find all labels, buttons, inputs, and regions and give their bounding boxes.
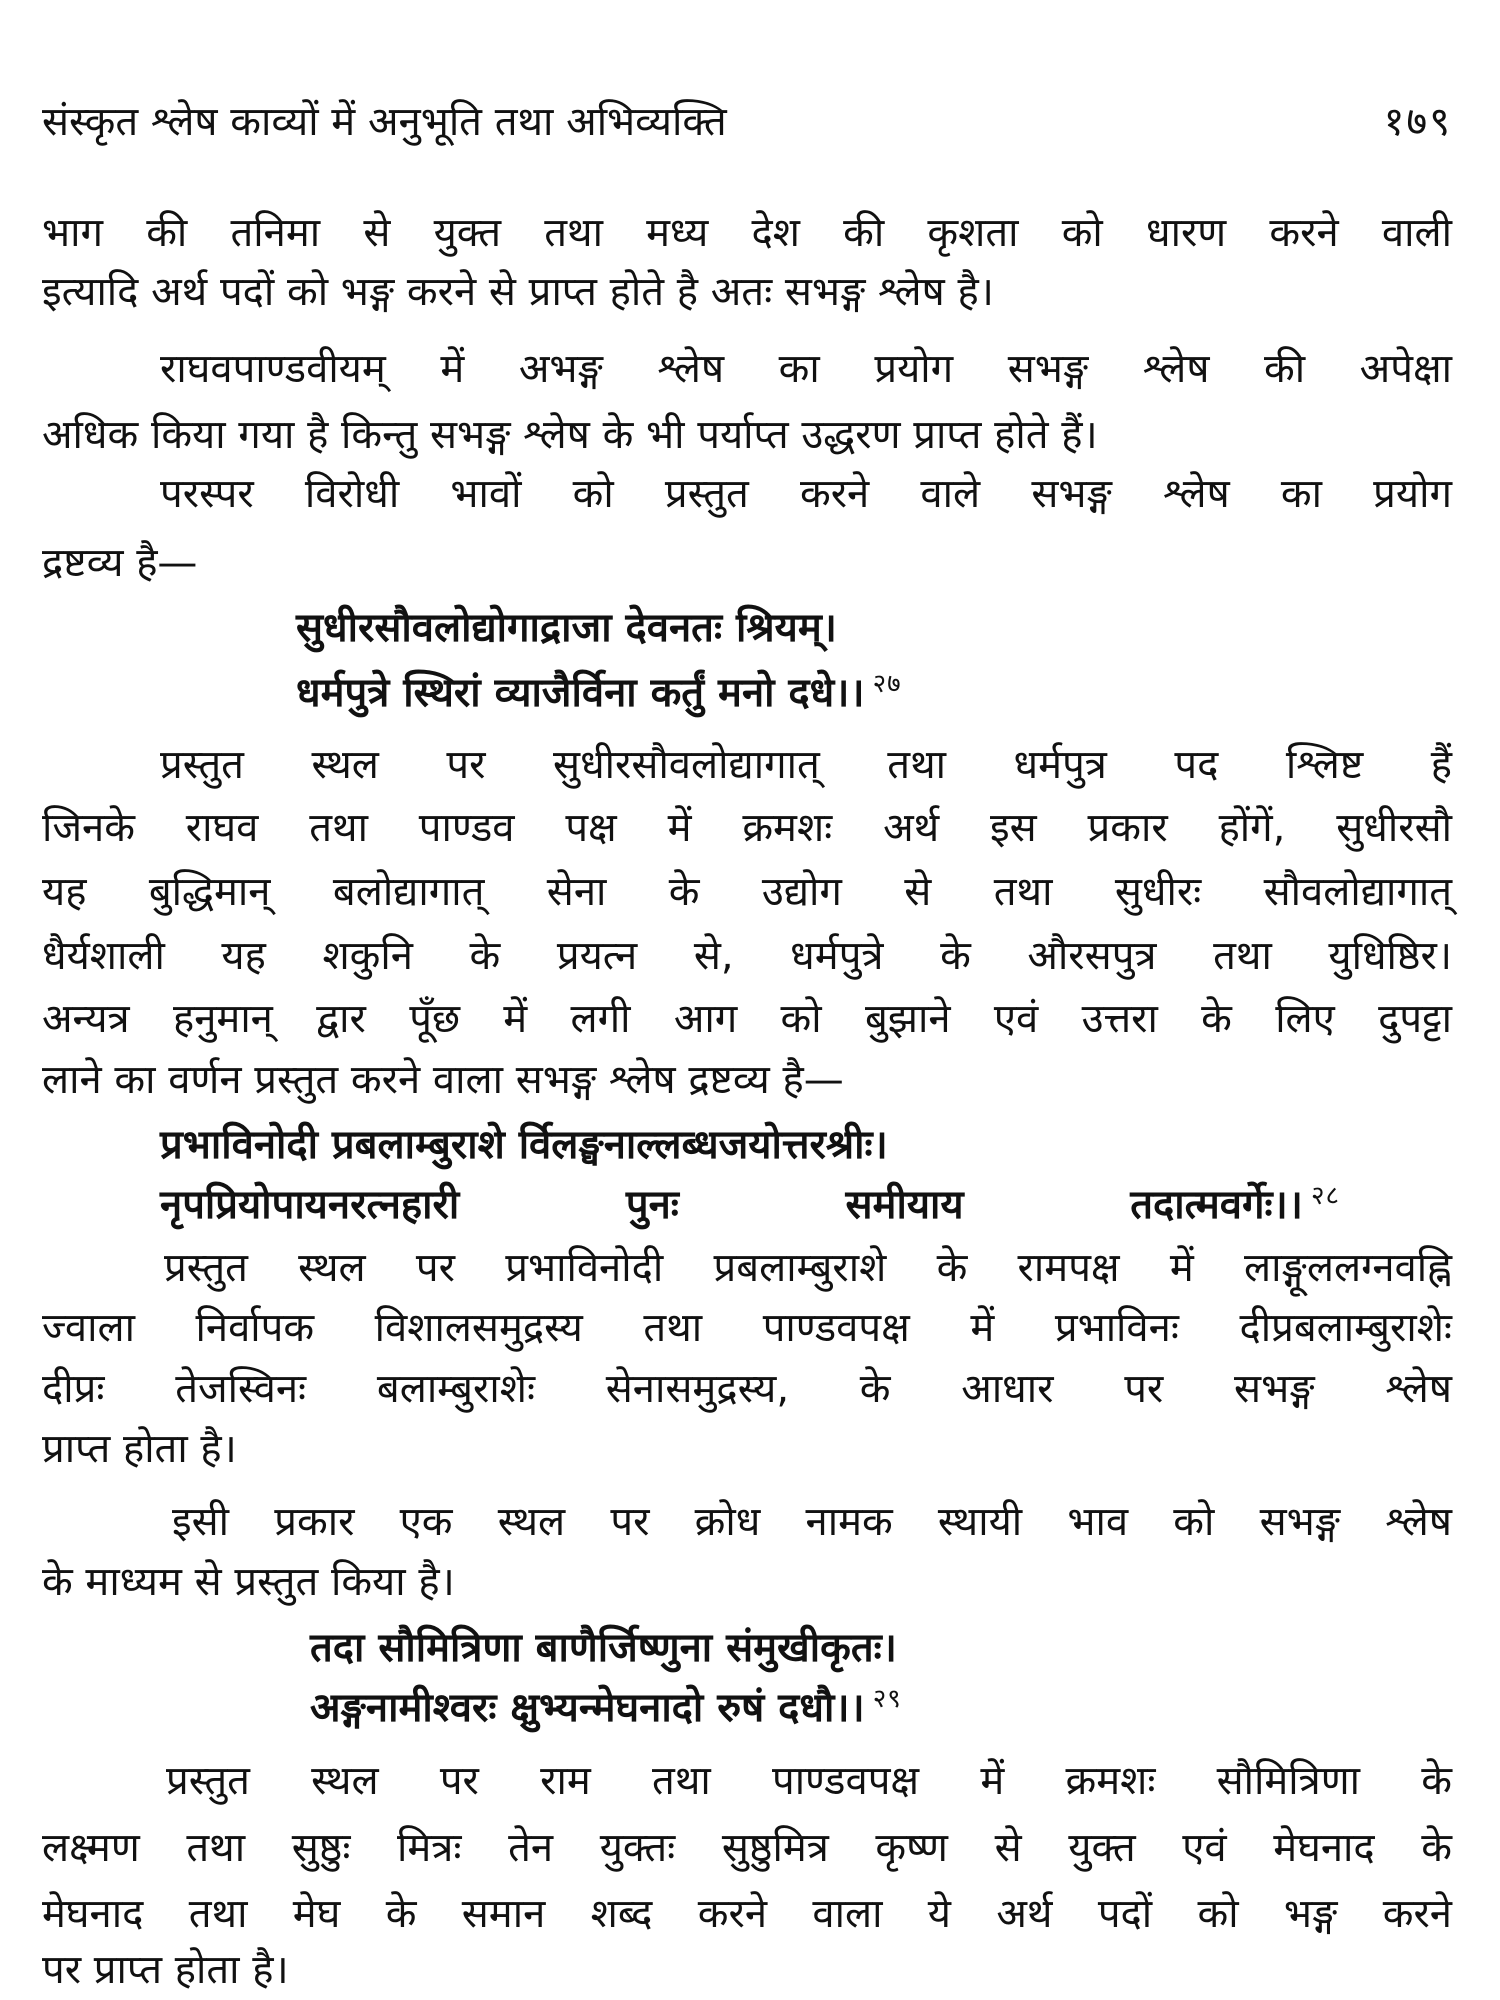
paragraph-line: ज्वाला निर्वापक विशालसमुद्रस्य तथा पाण्डवपक्ष में प्रभाविनः दीप्रबलाम्बुराशेः bbox=[42, 1305, 1452, 1351]
page-number: १७९ bbox=[1383, 99, 1452, 145]
verse-28-line-2 bbox=[160, 1175, 1340, 1235]
footnote-ref-28: २८ bbox=[1310, 1180, 1340, 1211]
footnote-ref-29: २९ bbox=[872, 1683, 902, 1714]
paragraph-line: लाने का वर्णन प्रस्तुत करने वाला सभङ्ग श्लेष द्रष्टव्य है— bbox=[42, 1057, 844, 1103]
paragraph-line: भाग की तनिमा से युक्त तथा मध्य देश की कृशता को धारण करने वाली bbox=[42, 210, 1452, 256]
verse-28-word bbox=[1130, 1175, 1340, 1235]
paragraph-line: प्रस्तुत स्थल पर प्रभाविनोदी प्रबलाम्बुराशे के रामपक्ष में लाङ्गूललग्नवह्नि bbox=[164, 1245, 1452, 1291]
paragraph-line: अधिक किया गया है किन्तु सभङ्ग श्लेष के भी पर्याप्त उद्धरण प्राप्त होते हैं। bbox=[42, 412, 1098, 458]
paragraph-line: मेघनाद तथा मेघ के समान शब्द करने वाला ये अर्थ पदों को भङ्ग करने bbox=[42, 1891, 1452, 1937]
paragraph-line: राघवपाण्डवीयम् में अभङ्ग श्लेष का प्रयोग सभङ्ग श्लेष की अपेक्षा bbox=[160, 346, 1452, 392]
verse-28-text-end: तदात्मवर्गेः।। bbox=[1130, 1182, 1303, 1228]
page-header bbox=[42, 92, 1452, 152]
paragraph-line: इत्यादि अर्थ पदों को भङ्ग करने से प्राप्त होते है अतः सभङ्ग श्लेष है। bbox=[42, 269, 994, 315]
verse-28-line-1: प्रभाविनोदी प्रबलाम्बुराशे र्विलङ्घनाल्लब्धजयोत्तरश्रीः। bbox=[160, 1122, 888, 1168]
verse-28-word: पुनः bbox=[625, 1182, 679, 1228]
verse-28-word: समीयाय bbox=[845, 1182, 964, 1228]
verse-29-line-2 bbox=[310, 1678, 902, 1738]
paragraph-line: प्रस्तुत स्थल पर राम तथा पाण्डवपक्ष में क्रमशः सौमित्रिणा के bbox=[166, 1758, 1452, 1804]
paragraph-line: पर प्राप्त होता है। bbox=[42, 1947, 289, 1993]
verse-29-line-1: तदा सौमित्रिणा बाणैर्जिष्णुना संमुखीकृतः। bbox=[310, 1625, 897, 1671]
paragraph-line: प्रस्तुत स्थल पर सुधीरसौवलोद्यागात् तथा धर्मपुत्र पद श्लिष्ट हैं bbox=[160, 742, 1452, 788]
paragraph-line: दीप्रः तेजस्विनः बलाम्बुराशेः सेनासमुद्रस्य, के आधार पर सभङ्ग श्लेष bbox=[42, 1366, 1452, 1412]
paragraph-line: यह बुद्धिमान् बलोद्यागात् सेना के उद्योग से तथा सुधीरः सौवलोद्यागात् bbox=[42, 869, 1452, 915]
paragraph-line: द्रष्टव्य है— bbox=[42, 540, 198, 586]
paragraph-line: के माध्यम से प्रस्तुत किया है। bbox=[42, 1559, 455, 1605]
paragraph-line: प्राप्त होता है। bbox=[42, 1426, 237, 1472]
paragraph-line: अन्यत्र हनुमान् द्वार पूँछ में लगी आग को बुझाने एवं उत्तरा के लिए दुपट्टा bbox=[42, 996, 1452, 1042]
verse-29-text: अङ्गनामीश्वरः क्षुभ्यन्मेघनादो रुषं दधौ।। bbox=[310, 1685, 865, 1731]
paragraph-line: लक्ष्मण तथा सुष्ठुः मित्रः तेन युक्तः सुष्ठुमित्र कृष्ण से युक्त एवं मेघनाद के bbox=[42, 1825, 1452, 1871]
verse-27-line-2 bbox=[296, 663, 902, 723]
running-title: संस्कृत श्लेष काव्यों में अनुभूति तथा अभिव्यक्ति bbox=[42, 99, 727, 145]
paragraph-line: इसी प्रकार एक स्थल पर क्रोध नामक स्थायी भाव को सभङ्ग श्लेष bbox=[172, 1499, 1452, 1545]
verse-28-word: नृपप्रियोपायनरत्नहारी bbox=[160, 1182, 460, 1228]
paragraph-line: जिनके राघव तथा पाण्डव पक्ष में क्रमशः अर्थ इस प्रकार होंगें, सुधीरसौ bbox=[42, 805, 1452, 851]
footnote-ref-27: २७ bbox=[872, 668, 902, 699]
verse-27-text: धर्मपुत्रे स्थिरां व्याजैर्विना कर्तुं मनो दधे।। bbox=[296, 670, 865, 716]
paragraph-line: परस्पर विरोधी भावों को प्रस्तुत करने वाले सभङ्ग श्लेष का प्रयोग bbox=[160, 471, 1452, 517]
verse-27-line-1: सुधीरसौवलोद्योगाद्राजा देवनतः श्रियम्। bbox=[296, 605, 837, 651]
paragraph-line: धैर्यशाली यह शकुनि के प्रयत्न से, धर्मपुत्रे के औरसपुत्र तथा युधिष्ठिर। bbox=[42, 933, 1452, 979]
